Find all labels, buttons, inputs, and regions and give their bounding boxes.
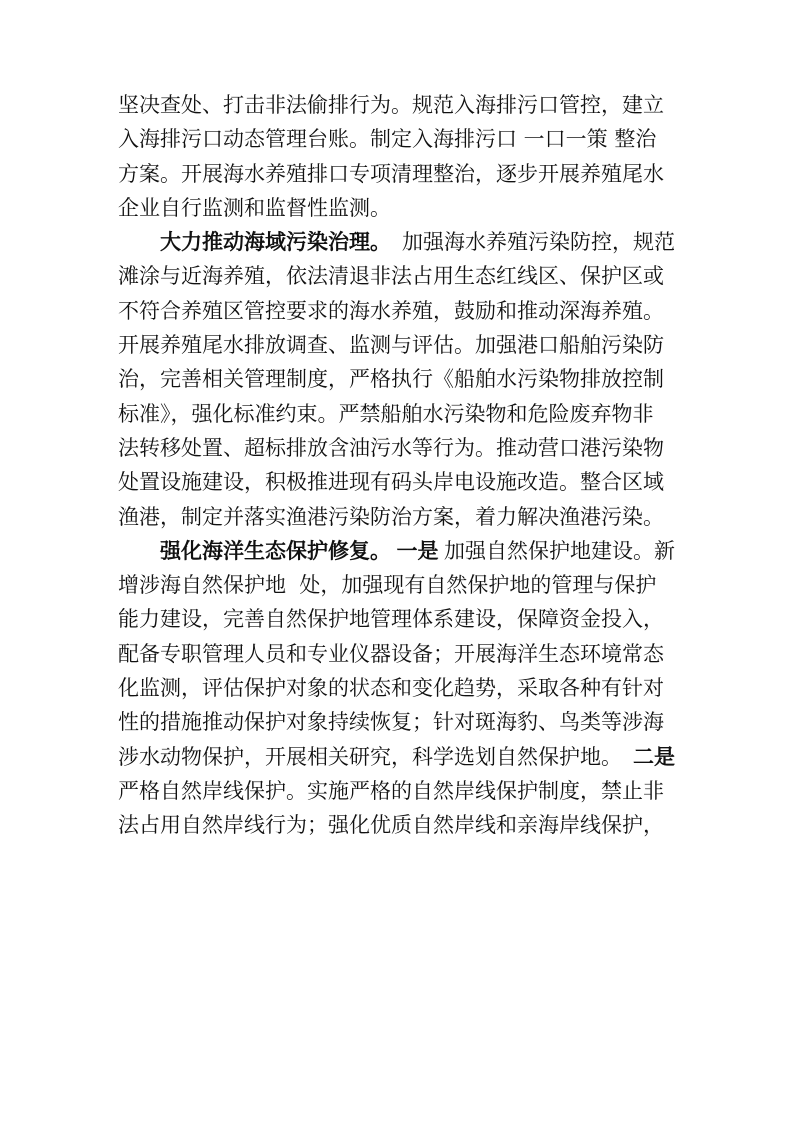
body-text [118, 88, 675, 843]
line-text: 性的措施推动保护对象持续恢复；针对斑海豹、鸟类等涉海 [118, 710, 664, 735]
line-text: 渔港，制定并落实渔港污染防治方案，着力解决渔港污染。 [118, 504, 664, 529]
line-text: 企业自行监测和监督性监测。 [118, 195, 391, 220]
line-text: 法占用自然岸线行为；强化优质自然岸线和亲海岸线保护， [118, 813, 664, 838]
text-line [118, 534, 675, 568]
text-line [118, 671, 675, 705]
text-line [118, 88, 675, 122]
text-line [118, 157, 675, 191]
line-text: 治，完善相关管理制度，严格执行《船舶水污染物排放控制 [118, 367, 664, 392]
text-line [118, 808, 675, 842]
line-text: 方案。开展海水养殖排口专项清理整治，逐步开展养殖尾水 [118, 161, 664, 186]
line-text: 标准》，强化标准约束。严禁船舶水污染物和危险废弃物非 [118, 401, 654, 426]
line-text: 入海排污口动态管理台账。制定入海排污口 一口一策 整治 [118, 127, 657, 152]
line-text: 加强自然保护地建设。新 [444, 538, 675, 563]
line-text: 法转移处置、超标排放含油污水等行为。推动营口港污染物 [118, 435, 664, 460]
line-text: 坚决查处、打击非法偷排行为。规范入海排污口管控，建立 [118, 93, 664, 117]
line-text: 滩涂与近海养殖，依法清退非法占用生态红线区、保护区或 [118, 264, 664, 289]
text-line [118, 705, 675, 739]
text-line [118, 397, 675, 431]
text-line [118, 225, 675, 259]
line-text: 不符合养殖区管控要求的海水养殖，鼓励和推动深海养殖。 [118, 298, 664, 323]
text-line [118, 431, 675, 465]
text-line [118, 122, 675, 156]
text-line [118, 294, 675, 328]
text-line [118, 465, 675, 499]
text-line [118, 259, 675, 293]
text-line [118, 740, 675, 774]
line-text: 化监测，评估保护对象的状态和变化趋势，采取各种有针对 [118, 676, 664, 701]
text-line [118, 191, 675, 225]
line-text: 配备专职管理人员和专业仪器设备；开展海洋生态环境常态 [118, 641, 664, 666]
text-line [118, 328, 675, 362]
item-marker: 二是 [633, 743, 675, 769]
line-text: 能力建设，完善自然保护地管理体系建设，保障资金投入， [118, 607, 664, 632]
section-heading: 大力推动海域污染治理。 [160, 229, 391, 255]
text-line [118, 568, 675, 602]
text-line [118, 602, 675, 636]
line-text: 增涉海自然保护地 处，加强现有自然保护地的管理与保护 [118, 573, 657, 598]
line-text: 处置设施建设，积极推进现有码头岸电设施改造。整合区域 [118, 470, 664, 495]
line-text: 涉水动物保护，开展相关研究，科学选划自然保护地。 [118, 744, 622, 769]
text-line [118, 774, 675, 808]
item-marker: 一是 [396, 537, 439, 563]
line-text: 严格自然岸线保护。实施严格的自然岸线保护制度，禁止非 [118, 778, 664, 803]
text-line [118, 637, 675, 671]
text-line [118, 500, 675, 534]
text-line [118, 362, 675, 396]
line-text: 加强海水养殖污染防控，规范 [402, 230, 675, 255]
line-text: 开展养殖尾水排放调查、监测与评估。加强港口船舶污染防 [118, 333, 664, 358]
section-heading: 强化海洋生态保护修复。 [160, 537, 391, 563]
